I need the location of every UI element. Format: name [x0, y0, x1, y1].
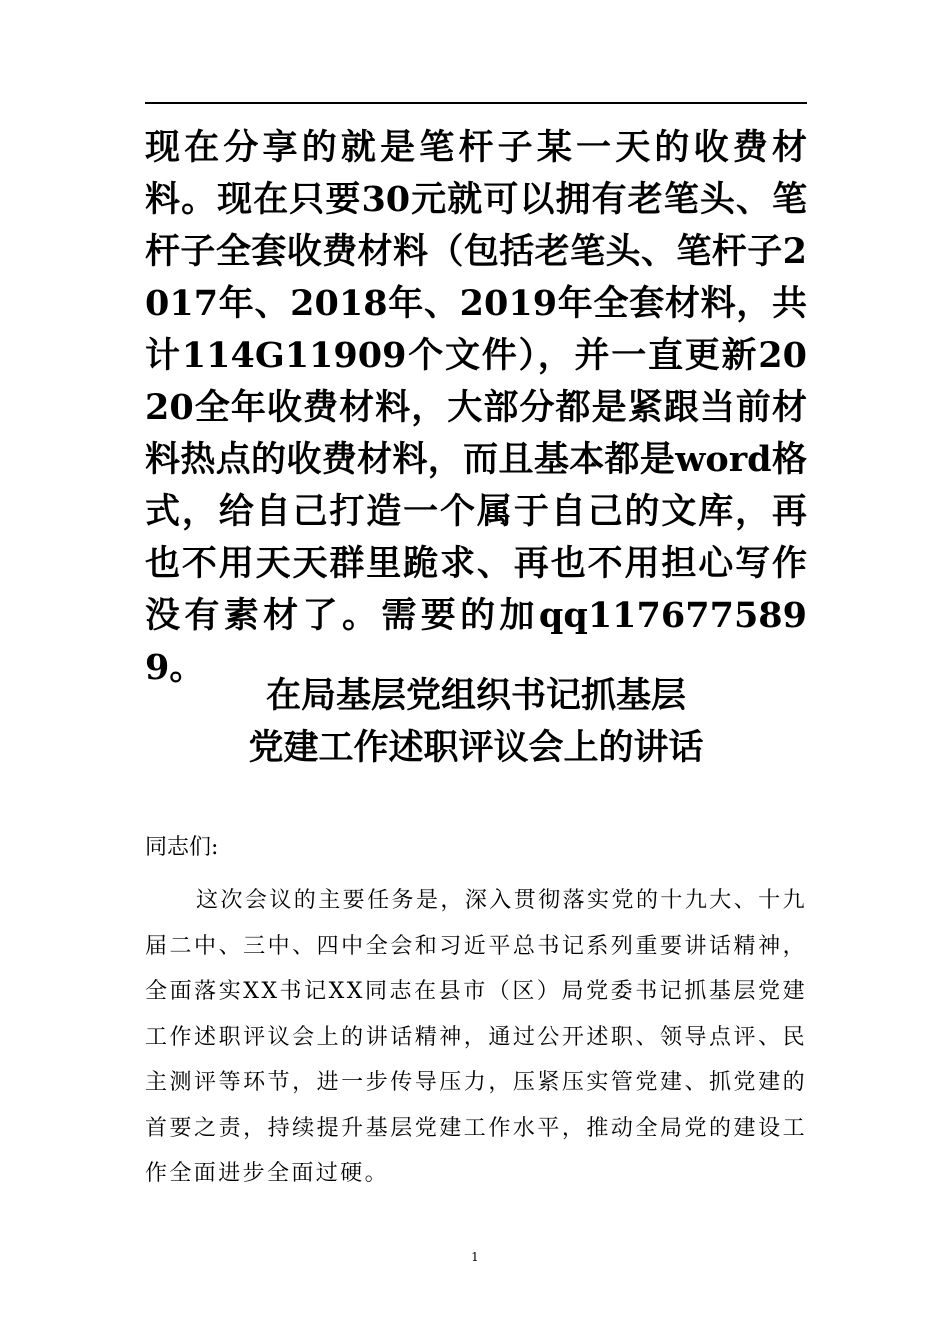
salutation: 同志们:: [145, 835, 219, 860]
title-line-1: 在局基层党组织书记抓基层: [265, 675, 686, 716]
page-number: 1: [471, 1250, 479, 1264]
document-title: [145, 670, 807, 774]
promo-paragraph: 现在分享的就是笔杆子某一天的收费材料。现在只要30元就可以拥有老笔头、笔杆子全套收费材料（包括老笔头、笔杆子2017年、2018年、2019年全套材料，共计114G11909个文件），并一直更新2020全年收费材料，大部分都是紧跟当前材料热点的收费材料，而且基本都是word格式，给自己打造一个属于自己的文库，再也不用天天群里跪求、再也不用担心写作没有素材了。需要的加qq1176775899。: [145, 127, 807, 688]
body-paragraph: 这次会议的主要任务是，深入贯彻落实党的十九大、十九届二中、三中、四中全会和习近平总书记系列重要讲话精神，全面落实XX书记XX同志在县市（区）局党委书记抓基层党建工作述职评议会上的讲话精神，通过公开述职、领导点评、民主测评等环节，进一步传导压力，压紧压实管党建、抓党建的首要之责，持续提升基层党建工作水平，推动全局党的建设工作全面进步全面过硬。: [145, 888, 807, 1186]
title-line-2: 党建工作述职评议会上的讲话: [248, 727, 704, 768]
header-rule: [145, 102, 807, 104]
